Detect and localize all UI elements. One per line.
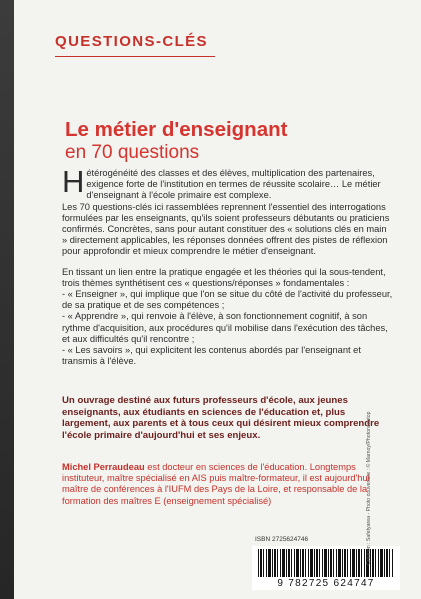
barcode [252,546,400,590]
author-name: Michel Perraudeau [62,462,145,472]
themes-intro-paragraph: En tissant un lien entre la pratique engagée et les théories qui la sous-tendent, trois thèmes synthétisent ces « questions/réponses » fondamentales : [62,266,386,288]
author-bio-text: est docteur en sciences de l'éducation. Longtemps instituteur, maître spécialisé en AIS puis maître-formateur, il est aujourd'hui maître de conférences à l'IUFM des Pays de la Loire, et responsable de la formation des maîtres E (enseignement spécialisé) [62,462,370,506]
questions-paragraph: Les 70 questions-clés ici rassemblées reprennent l'essentiel des interrogations formulées par les enseignants, qu'ils soient professeurs débutants ou praticiens confirmés. Concrètes, sans pour autant constituer des « solutions clés en main » directement applicables, les réponses données offrent des pistes de réflexion pour approfondir et mieux comprendre le métier d'enseignant. [62,201,390,257]
theme-item-savoirs: - « Les savoirs », qui explicitent les contenus abordés par l'enseignant et transmis à l'élève. [62,345,361,367]
series-underline [55,56,215,57]
book-title: Le métier d'enseignant [65,118,288,141]
description-body [62,164,394,367]
audience-statement: Un ouvrage destiné aux futurs professeurs d'école, aux jeunes enseignants, aux étudiants en sciences de l'éducation et, plus largement, aux parents et à tous ceux qui désirent mieux comprendre l'école primaire d'aujourd'hui et ses enjeux. [62,395,380,441]
theme-item-apprendre: - « Apprendre », qui renvoie à l'élève, à son fonctionnement cognitif, à son rythme d'acquisition, aux procédures qu'il mobilise dans l'exécution des tâches, et aux difficultés qu'il rencontre ; [62,311,388,344]
isbn-label: ISBN 2725624746 [255,536,309,543]
theme-item-enseigner: - « Enseigner », qui implique que l'on se situe du côté de l'activité du professeur, de sa pratique et de ses compétences ; [62,289,393,311]
photo-credits: Création : Safetyarea - Photo couverture : © Marnoy/Photononstop [366,411,372,565]
drop-cap: H [62,164,85,199]
book-subtitle: en 70 questions [65,142,200,163]
series-label: QUESTIONS-CLÉS [55,33,208,50]
intro-text: étérogénéité des classes et des élèves, multiplication des partenaires, exigence forte de l'institution en termes de réussite scolaire… Le métier d'enseignant à l'école primaire est complexe. [86,168,381,201]
spine-stripe [0,0,14,599]
barcode-digits: 9 782725 624747 [277,578,375,589]
author-bio [62,462,394,507]
barcode-bars [258,549,394,577]
intro-paragraph [62,164,394,202]
